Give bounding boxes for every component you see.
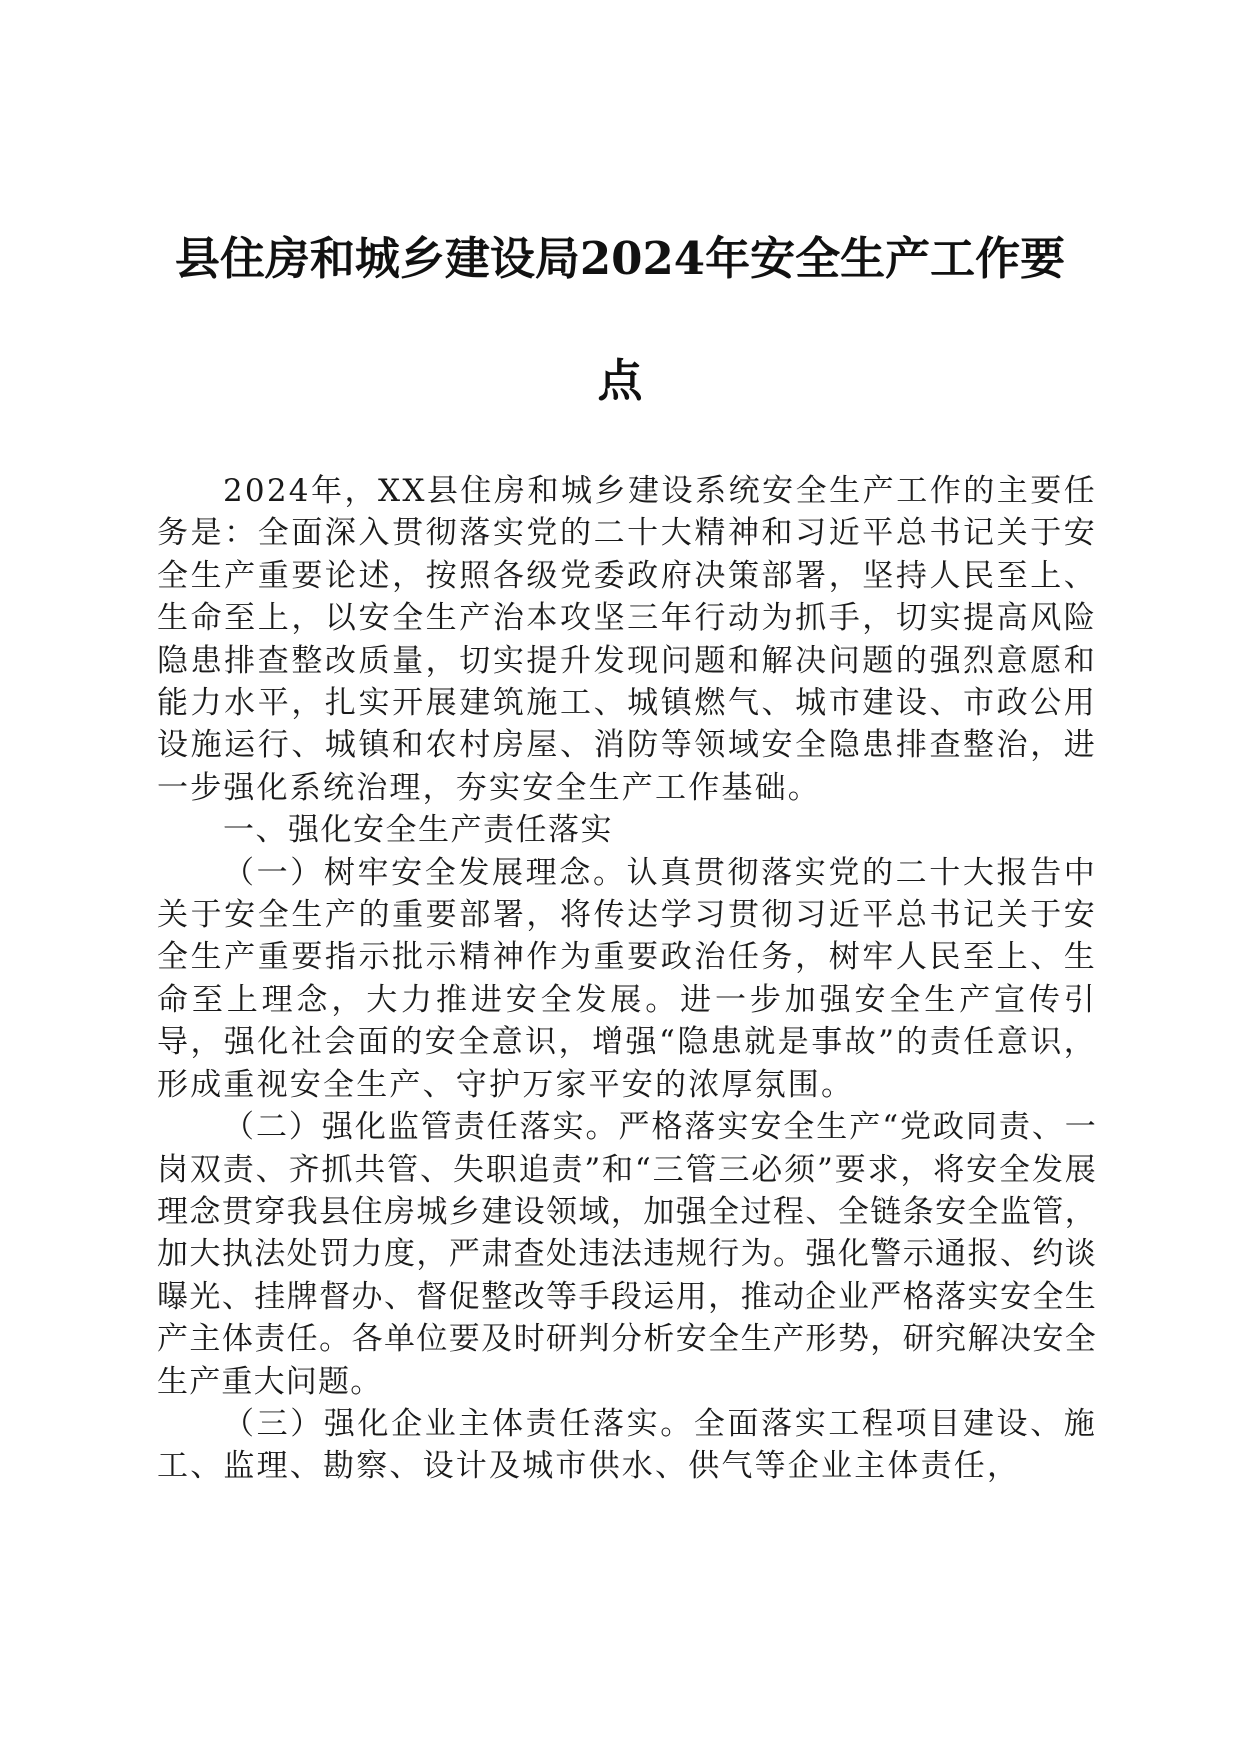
paragraph-1-1: （一）树牢安全发展理念。认真贯彻落实党的二十大报告中关于安全生产的重要部署，将传达学习贯彻习近平总书记关于安全生产重要指示批示精神作为重要政治任务，树牢人民至上、生命至上理念，大力推进安全发展。进一步加强安全生产宣传引导，强化社会面的安全意识，增强“隐患就是事故”的责任意识，形成重视安全生产、守护万家平安的浓厚氛围。 xyxy=(157,854,1097,1103)
section-heading-1: 一、强化安全生产责任落实 xyxy=(223,812,613,849)
paragraph-1-2: （二）强化监管责任落实。严格落实安全生产“党政同责、一岗双责、齐抓共管、失职追责”和“三管三必须”要求，将安全发展理念贯穿我县住房城乡建设领域，加强全过程、全链条安全监管，加大执法处罚力度，严肃查处违法违规行为。强化警示通报、约谈曝光、挂牌督办、督促整改等手段运用，推动企业严格落实安全生产主体责任。各单位要及时研判分析安全生产形势，研究解决安全生产重大问题。 xyxy=(157,1109,1097,1400)
document-title-line-2: 点 xyxy=(597,354,643,407)
document-body xyxy=(157,470,1097,1488)
intro-paragraph: 2024年，XX县住房和城乡建设系统安全生产工作的主要任务是：全面深入贯彻落实党的二十大精神和习近平总书记关于安全生产重要论述，按照各级党委政府决策部署，坚持人民至上、生命至上，以安全生产治本攻坚三年行动为抓手，切实提高风险隐患排查整改质量，切实提升发现问题和解决问题的强烈意愿和能力水平，扎实开展建筑施工、城镇燃气、城市建设、市政公用设施运行、城镇和农村房屋、消防等领域安全隐患排查整治，进一步强化系统治理，夯实安全生产工作基础。 xyxy=(157,473,1097,806)
document-title-line-1: 县住房和城乡建设局2024年安全生产工作要 xyxy=(174,232,1066,285)
paragraph-1-3: （三）强化企业主体责任落实。全面落实工程项目建设、施工、监理、勘察、设计及城市供水、供气等企业主体责任， xyxy=(157,1405,1097,1485)
